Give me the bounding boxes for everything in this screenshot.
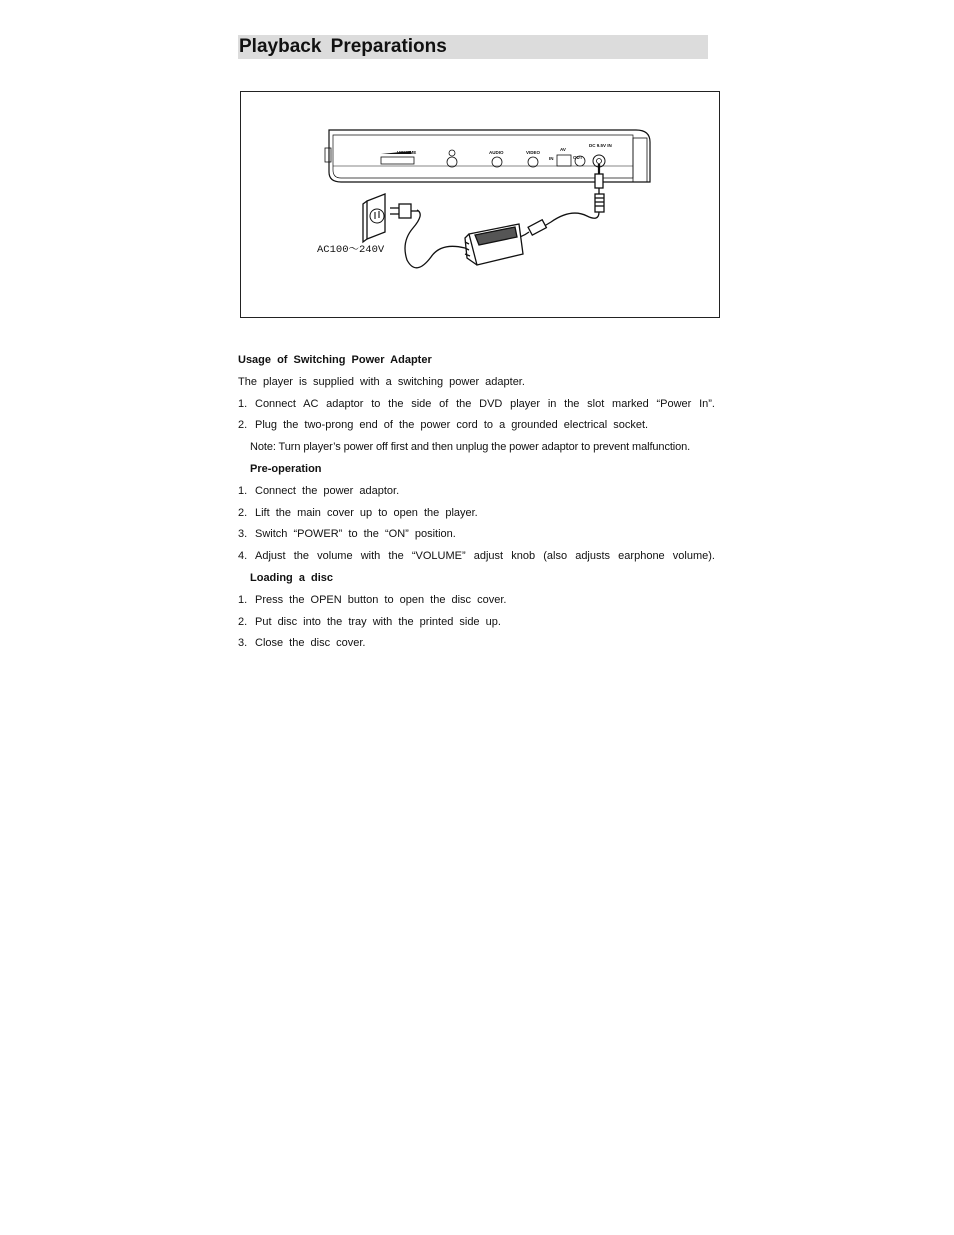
list-item <box>238 503 715 525</box>
power-adapter-illustration <box>240 91 720 318</box>
adapter-intro: The player is supplied with a switching power adapter. <box>238 375 525 388</box>
video-label: VIDEO <box>526 150 541 155</box>
wall-socket <box>363 194 385 242</box>
power-adapter-diagram <box>241 92 721 319</box>
list-number: 3. <box>238 528 248 541</box>
volume-label: VOLUME <box>397 150 417 155</box>
list-number: 2. <box>238 506 248 519</box>
list-item <box>238 481 715 503</box>
list-text: Lift the main cover up to open the player. <box>255 506 478 519</box>
list-item <box>238 524 715 546</box>
list-item <box>238 633 715 655</box>
list-text: Switch “POWER” to the “ON” position. <box>255 528 456 541</box>
page-title: Playback Preparations <box>239 36 447 57</box>
dc-in-label: DC 9.5V IN <box>589 143 612 148</box>
dc-plug-and-cable <box>513 164 604 238</box>
av-out-label: OUT <box>573 155 583 160</box>
list-number: 3. <box>238 637 248 650</box>
list-text: Close the disc cover. <box>255 637 366 650</box>
ac-cord <box>405 210 465 268</box>
list-number: 4. <box>238 550 248 563</box>
list-text: Plug the two-prong end of the power cord to a grounded electrical socket. <box>255 419 649 432</box>
av-in-label: IN <box>549 156 554 161</box>
list-item <box>238 546 715 568</box>
list-text: Connect AC adaptor to the side of the DVD player in the slot marked “Power In”. <box>255 397 715 410</box>
list-text: Connect the power adaptor. <box>255 484 400 497</box>
list-number: 1. <box>238 593 248 606</box>
power-adapter-brick <box>465 224 523 265</box>
list-item <box>238 415 715 437</box>
list-number: 1. <box>238 397 248 410</box>
list-number: 2. <box>238 419 248 432</box>
list-item <box>238 394 715 416</box>
audio-label: AUDIO <box>489 150 504 155</box>
list-text: Adjust the volume with the “VOLUME” adjust knob (also adjusts earphone volume). <box>255 550 715 563</box>
voltage-label: AC100～240V <box>317 244 385 256</box>
list-number: 2. <box>238 615 248 628</box>
list-item <box>238 612 715 634</box>
list-text: Put disc into the tray with the printed side up. <box>255 615 501 628</box>
list-item <box>238 590 715 612</box>
av-label: AV <box>560 147 566 152</box>
loading-heading: Loading a disc <box>250 571 334 584</box>
adapter-note: Note: Turn player’s power off first and then unplug the power adaptor to prevent malfunction. <box>250 441 691 454</box>
preoperation-heading: Pre-operation <box>250 462 322 475</box>
adapter-heading: Usage of Switching Power Adapter <box>238 354 432 366</box>
ac-plug <box>390 204 418 218</box>
list-number: 1. <box>238 484 248 497</box>
instructions <box>238 350 715 655</box>
list-text: Press the OPEN button to open the disc cover. <box>255 593 507 606</box>
page-title-bar <box>238 35 708 59</box>
